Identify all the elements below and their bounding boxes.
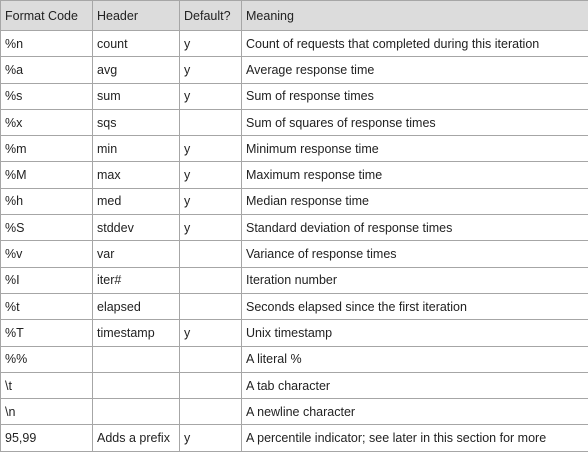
cell-meaning: Seconds elapsed since the first iteration (242, 293, 588, 319)
cell-meaning: Median response time (242, 188, 588, 214)
table-row (1, 425, 588, 451)
cell-default: y (180, 83, 242, 109)
table-row (1, 83, 588, 109)
cell-format-code: %I (1, 267, 93, 293)
table-row (1, 109, 588, 135)
cell-format-code: %h (1, 188, 93, 214)
table-row (1, 399, 588, 425)
cell-meaning: Minimum response time (242, 136, 588, 162)
cell-header: min (93, 136, 180, 162)
cell-default: y (180, 215, 242, 241)
cell-meaning: Unix timestamp (242, 320, 588, 346)
cell-default (180, 241, 242, 267)
table-row (1, 188, 588, 214)
cell-header (93, 399, 180, 425)
table-row (1, 320, 588, 346)
cell-meaning: Sum of squares of response times (242, 109, 588, 135)
cell-meaning: A tab character (242, 372, 588, 398)
table-row (1, 267, 588, 293)
cell-default (180, 399, 242, 425)
cell-header: med (93, 188, 180, 214)
cell-header: timestamp (93, 320, 180, 346)
cell-format-code: \n (1, 399, 93, 425)
cell-default: y (180, 162, 242, 188)
table-row (1, 136, 588, 162)
column-header-format-code: Format Code (1, 1, 93, 31)
cell-header (93, 346, 180, 372)
cell-format-code: %n (1, 31, 93, 57)
cell-header: sqs (93, 109, 180, 135)
cell-meaning: A percentile indicator; see later in this section for more (242, 425, 588, 451)
cell-header: sum (93, 83, 180, 109)
cell-meaning: Variance of response times (242, 241, 588, 267)
cell-format-code: 95,99 (1, 425, 93, 451)
cell-default (180, 346, 242, 372)
cell-meaning: Sum of response times (242, 83, 588, 109)
cell-format-code: \t (1, 372, 93, 398)
cell-default: y (180, 31, 242, 57)
cell-default: y (180, 425, 242, 451)
table-header (1, 1, 588, 31)
cell-default (180, 109, 242, 135)
cell-default (180, 293, 242, 319)
column-header-meaning: Meaning (242, 1, 588, 31)
table-row (1, 372, 588, 398)
table-row (1, 215, 588, 241)
cell-format-code: %s (1, 83, 93, 109)
cell-format-code: %% (1, 346, 93, 372)
cell-meaning: Iteration number (242, 267, 588, 293)
cell-default: y (180, 136, 242, 162)
cell-header: Adds a prefix (93, 425, 180, 451)
cell-meaning: Maximum response time (242, 162, 588, 188)
cell-header: max (93, 162, 180, 188)
cell-header (93, 372, 180, 398)
cell-meaning: Standard deviation of response times (242, 215, 588, 241)
cell-default: y (180, 188, 242, 214)
header-row (1, 1, 588, 31)
cell-format-code: %x (1, 109, 93, 135)
column-header-default: Default? (180, 1, 242, 31)
cell-meaning: A newline character (242, 399, 588, 425)
cell-meaning: Count of requests that completed during this iteration (242, 31, 588, 57)
cell-format-code: %S (1, 215, 93, 241)
cell-meaning: Average response time (242, 57, 588, 83)
cell-default (180, 372, 242, 398)
cell-format-code: %T (1, 320, 93, 346)
cell-format-code: %t (1, 293, 93, 319)
table-row (1, 293, 588, 319)
cell-default: y (180, 320, 242, 346)
cell-format-code: %a (1, 57, 93, 83)
cell-meaning: A literal % (242, 346, 588, 372)
table-row (1, 162, 588, 188)
cell-header: count (93, 31, 180, 57)
cell-default: y (180, 57, 242, 83)
cell-header: var (93, 241, 180, 267)
table-row (1, 31, 588, 57)
table-row (1, 241, 588, 267)
cell-format-code: %v (1, 241, 93, 267)
column-header-header: Header (93, 1, 180, 31)
cell-format-code: %M (1, 162, 93, 188)
cell-header: avg (93, 57, 180, 83)
cell-format-code: %m (1, 136, 93, 162)
table-row (1, 57, 588, 83)
cell-default (180, 267, 242, 293)
cell-header: iter# (93, 267, 180, 293)
table-row (1, 346, 588, 372)
cell-header: stddev (93, 215, 180, 241)
table-body (1, 31, 588, 452)
cell-header: elapsed (93, 293, 180, 319)
